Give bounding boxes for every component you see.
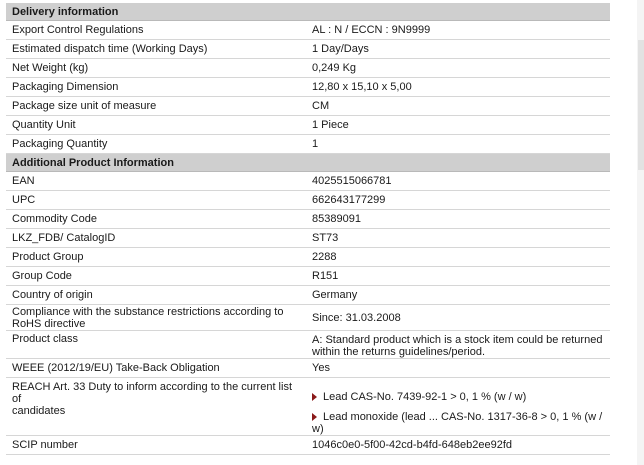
section-header-additional (6, 154, 610, 172)
table-row (6, 286, 610, 305)
table-row (6, 78, 610, 97)
table-row (6, 267, 610, 286)
reach-item-label[interactable]: Lead monoxide (lead ... CAS-No. 1317-36-8 > 0, 1 % (w / w) (312, 410, 603, 435)
table-row (6, 210, 610, 229)
row-value: 1046c0e0-5f00-42cd-b4fd-648eb2ee92fd (306, 436, 610, 455)
table-row (6, 436, 610, 455)
scrollbar-thumb[interactable] (638, 40, 644, 170)
row-value: 4025515066781 (306, 172, 610, 191)
arrow-right-icon (312, 393, 317, 401)
table-row (6, 305, 610, 331)
row-label-line: Compliance with the substance restrictions according to (12, 305, 284, 318)
row-value (306, 331, 610, 359)
row-value-line: A: Standard product which is a stock item could be returned (312, 333, 603, 346)
table-row (6, 135, 610, 154)
row-value: 12,80 x 15,10 x 5,00 (306, 78, 610, 97)
row-value: AL : N / ECCN : 9N9999 (306, 21, 610, 40)
table-row (6, 40, 610, 59)
table-row (6, 21, 610, 40)
row-label: EAN (6, 172, 306, 191)
row-value: Germany (306, 286, 610, 305)
section-header-delivery (6, 3, 610, 21)
row-label: Product class (6, 331, 306, 359)
row-label: Product Group (6, 248, 306, 267)
row-value: 85389091 (306, 210, 610, 229)
reach-item[interactable] (306, 410, 610, 436)
row-value: CM (306, 97, 610, 116)
row-label: Country of origin (6, 286, 306, 305)
table-row (6, 97, 610, 116)
row-label (6, 305, 306, 331)
row-label-line: candidates (12, 405, 66, 417)
row-value: 1 (306, 135, 610, 154)
row-value: R151 (306, 267, 610, 286)
row-value: 2288 (306, 248, 610, 267)
row-label-line: REACH Art. 33 Duty to inform according to the current list of (12, 381, 293, 405)
arrow-right-icon (312, 413, 317, 421)
row-label: UPC (6, 191, 306, 210)
row-label: Group Code (6, 267, 306, 286)
row-value: 0,249 Kg (306, 59, 610, 78)
row-label: Estimated dispatch time (Working Days) (6, 40, 306, 59)
row-value: 662643177299 (306, 191, 610, 210)
row-value: Since: 31.03.2008 (306, 305, 610, 331)
table-row (6, 359, 610, 378)
row-label-line: RoHS directive (12, 317, 86, 330)
section-title: Additional Product Information (6, 154, 610, 172)
table-row (6, 248, 610, 267)
scrollbar[interactable] (637, 0, 644, 465)
reach-item[interactable] (306, 378, 610, 411)
table-row (6, 229, 610, 248)
table-row (6, 191, 610, 210)
row-label: LKZ_FDB/ CatalogID (6, 229, 306, 248)
row-label: SCIP number (6, 436, 306, 455)
row-label: Packaging Dimension (6, 78, 306, 97)
section-title: Delivery information (6, 3, 610, 21)
row-value: ST73 (306, 229, 610, 248)
row-label: Net Weight (kg) (6, 59, 306, 78)
table-row (6, 172, 610, 191)
row-label: Export Control Regulations (6, 21, 306, 40)
row-value-line: within the returns guidelines/period. (312, 345, 486, 358)
row-value: 1 Piece (306, 116, 610, 135)
row-label: Quantity Unit (6, 116, 306, 135)
row-value: 1 Day/Days (306, 40, 610, 59)
table-row (6, 59, 610, 78)
table-row (6, 378, 610, 411)
table-row (6, 331, 610, 359)
row-label: WEEE (2012/19/EU) Take-Back Obligation (6, 359, 306, 378)
reach-item-label[interactable]: Lead CAS-No. 7439-92-1 > 0, 1 % (w / w) (323, 391, 527, 403)
row-label: Commodity Code (6, 210, 306, 229)
table-row (6, 116, 610, 135)
row-value: Yes (306, 359, 610, 378)
row-label: Packaging Quantity (6, 135, 306, 154)
row-label: Package size unit of measure (6, 97, 306, 116)
row-label (6, 378, 306, 436)
product-info-table (6, 3, 610, 455)
